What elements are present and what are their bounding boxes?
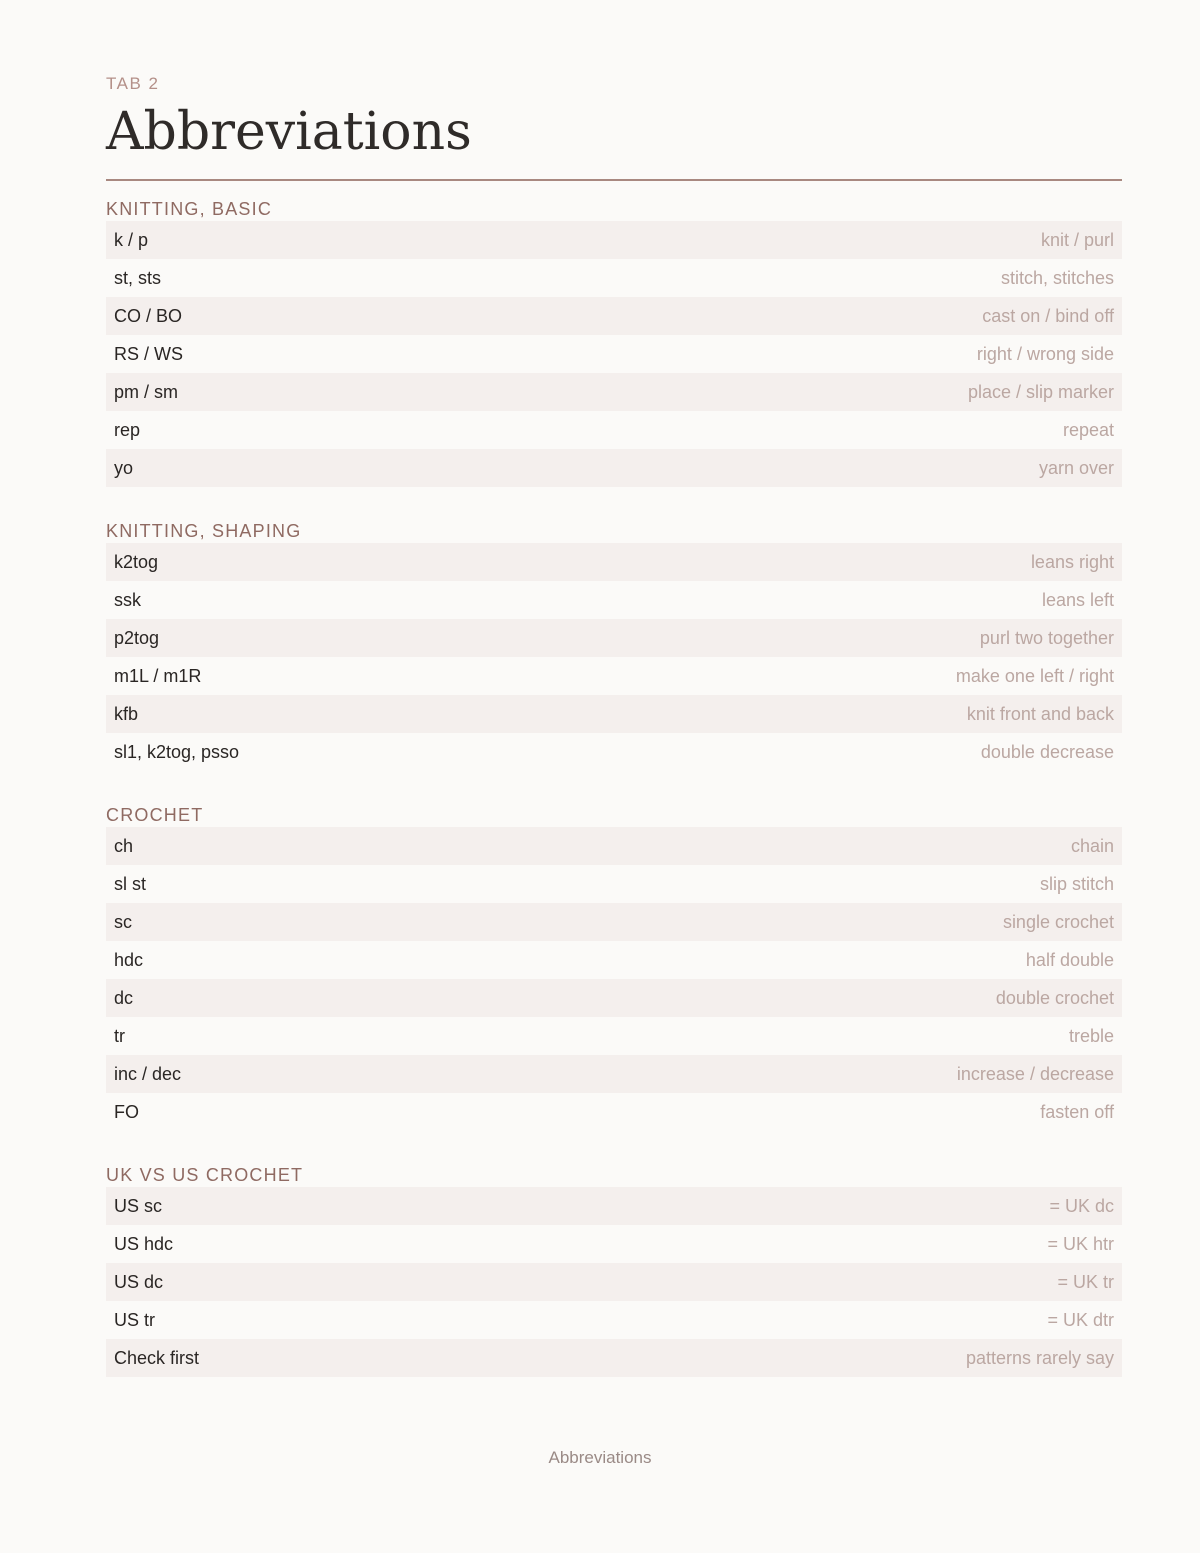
abbreviation-list (106, 543, 1122, 771)
abbreviation-row (106, 1301, 1122, 1339)
abbreviation-meaning: fasten off (1040, 1101, 1114, 1122)
abbreviation: m1L / m1R (114, 665, 202, 686)
abbreviation-row (106, 1187, 1122, 1225)
abbreviation-meaning: half double (1025, 949, 1114, 970)
abbreviation-row (106, 581, 1122, 619)
abbreviation-row (106, 619, 1122, 657)
abbreviation-meaning: purl two together (979, 627, 1114, 648)
abbreviation: k / p (114, 229, 149, 250)
abbreviation-row (106, 449, 1122, 487)
title-divider (106, 179, 1122, 181)
abbreviation-row (106, 1093, 1122, 1131)
section-title: UK VS US CROCHET (106, 1165, 304, 1185)
abbreviation-row (106, 221, 1122, 259)
page-title: Abbreviations (106, 102, 472, 162)
abbreviation: yo (114, 457, 134, 478)
abbreviation-row (106, 695, 1122, 733)
section-title: KNITTING, SHAPING (106, 521, 302, 541)
abbreviation: sc (114, 911, 132, 932)
abbreviation-row (106, 827, 1122, 865)
abbreviation-row (106, 411, 1122, 449)
abbreviation: Check first (114, 1347, 200, 1368)
abbreviation: US hdc (114, 1233, 174, 1254)
abbreviation-sections (106, 197, 1122, 1409)
abbreviation-meaning: = UK dtr (1047, 1309, 1114, 1330)
abbreviation-meaning: repeat (1062, 419, 1114, 440)
section (106, 197, 1122, 487)
abbreviation: RS / WS (114, 343, 184, 364)
abbreviation: inc / dec (114, 1063, 182, 1084)
abbreviation-list (106, 221, 1122, 487)
page-footer: Abbreviations (548, 1448, 652, 1467)
abbreviation-row (106, 979, 1122, 1017)
abbreviation-meaning: double decrease (980, 741, 1114, 762)
abbreviation-meaning: right / wrong side (976, 343, 1114, 364)
abbreviation: sl st (114, 873, 147, 894)
section-title: CROCHET (106, 805, 204, 825)
abbreviation-meaning: knit / purl (1040, 229, 1114, 250)
abbreviation-meaning: make one left / right (955, 665, 1114, 686)
abbreviation: kfb (114, 703, 139, 724)
abbreviation-row (106, 1225, 1122, 1263)
abbreviation: ch (114, 835, 134, 856)
abbreviation-row (106, 297, 1122, 335)
abbreviation-meaning: treble (1068, 1025, 1114, 1046)
abbreviation-meaning: patterns rarely say (965, 1347, 1114, 1368)
abbreviation-row (106, 1263, 1122, 1301)
abbreviation-list (106, 827, 1122, 1131)
abbreviation: dc (114, 987, 134, 1008)
abbreviation-meaning: place / slip marker (967, 381, 1114, 402)
abbreviation-meaning: = UK htr (1047, 1233, 1114, 1254)
abbreviation-meaning: slip stitch (1039, 873, 1114, 894)
section-title: KNITTING, BASIC (106, 199, 273, 219)
abbreviation-row (106, 373, 1122, 411)
abbreviation-list (106, 1187, 1122, 1377)
abbreviation-meaning: cast on / bind off (982, 305, 1114, 326)
abbreviation: CO / BO (114, 305, 183, 326)
section (106, 803, 1122, 1131)
abbreviation: st, sts (114, 267, 162, 288)
tab-label: TAB 2 (106, 74, 160, 93)
abbreviation-meaning: = UK tr (1057, 1271, 1114, 1292)
abbreviation-row (106, 903, 1122, 941)
abbreviation: k2tog (114, 551, 159, 572)
abbreviation: US tr (114, 1309, 156, 1330)
abbreviation-row (106, 543, 1122, 581)
abbreviation-meaning: double crochet (995, 987, 1114, 1008)
abbreviation-meaning: = UK dc (1049, 1195, 1114, 1216)
abbreviation-row (106, 941, 1122, 979)
abbreviation: pm / sm (114, 381, 179, 402)
abbreviation: ssk (114, 589, 141, 610)
abbreviation: tr (114, 1025, 125, 1046)
section (106, 519, 1122, 771)
abbreviation: p2tog (114, 627, 160, 648)
abbreviation-meaning: leans right (1030, 551, 1114, 572)
abbreviation-row (106, 335, 1122, 373)
abbreviation: rep (114, 419, 141, 440)
abbreviation-row (106, 1017, 1122, 1055)
abbreviation-row (106, 657, 1122, 695)
abbreviation-row (106, 865, 1122, 903)
abbreviation-meaning: leans left (1041, 589, 1114, 610)
abbreviation: US dc (114, 1271, 164, 1292)
abbreviation: hdc (114, 949, 144, 970)
abbreviation-meaning: yarn over (1038, 457, 1114, 478)
abbreviation-row (106, 1339, 1122, 1377)
abbreviation-row (106, 1055, 1122, 1093)
abbreviation: sl1, k2tog, psso (114, 741, 240, 762)
abbreviation-meaning: stitch, stitches (1000, 267, 1114, 288)
abbreviation-meaning: single crochet (1002, 911, 1114, 932)
abbreviation: FO (114, 1101, 139, 1122)
abbreviation-meaning: knit front and back (966, 703, 1114, 724)
section (106, 1163, 1122, 1377)
abbreviation-meaning: chain (1070, 835, 1114, 856)
abbreviation: US sc (114, 1195, 163, 1216)
abbreviation-meaning: increase / decrease (956, 1063, 1114, 1084)
abbreviation-row (106, 259, 1122, 297)
abbreviation-row (106, 733, 1122, 771)
